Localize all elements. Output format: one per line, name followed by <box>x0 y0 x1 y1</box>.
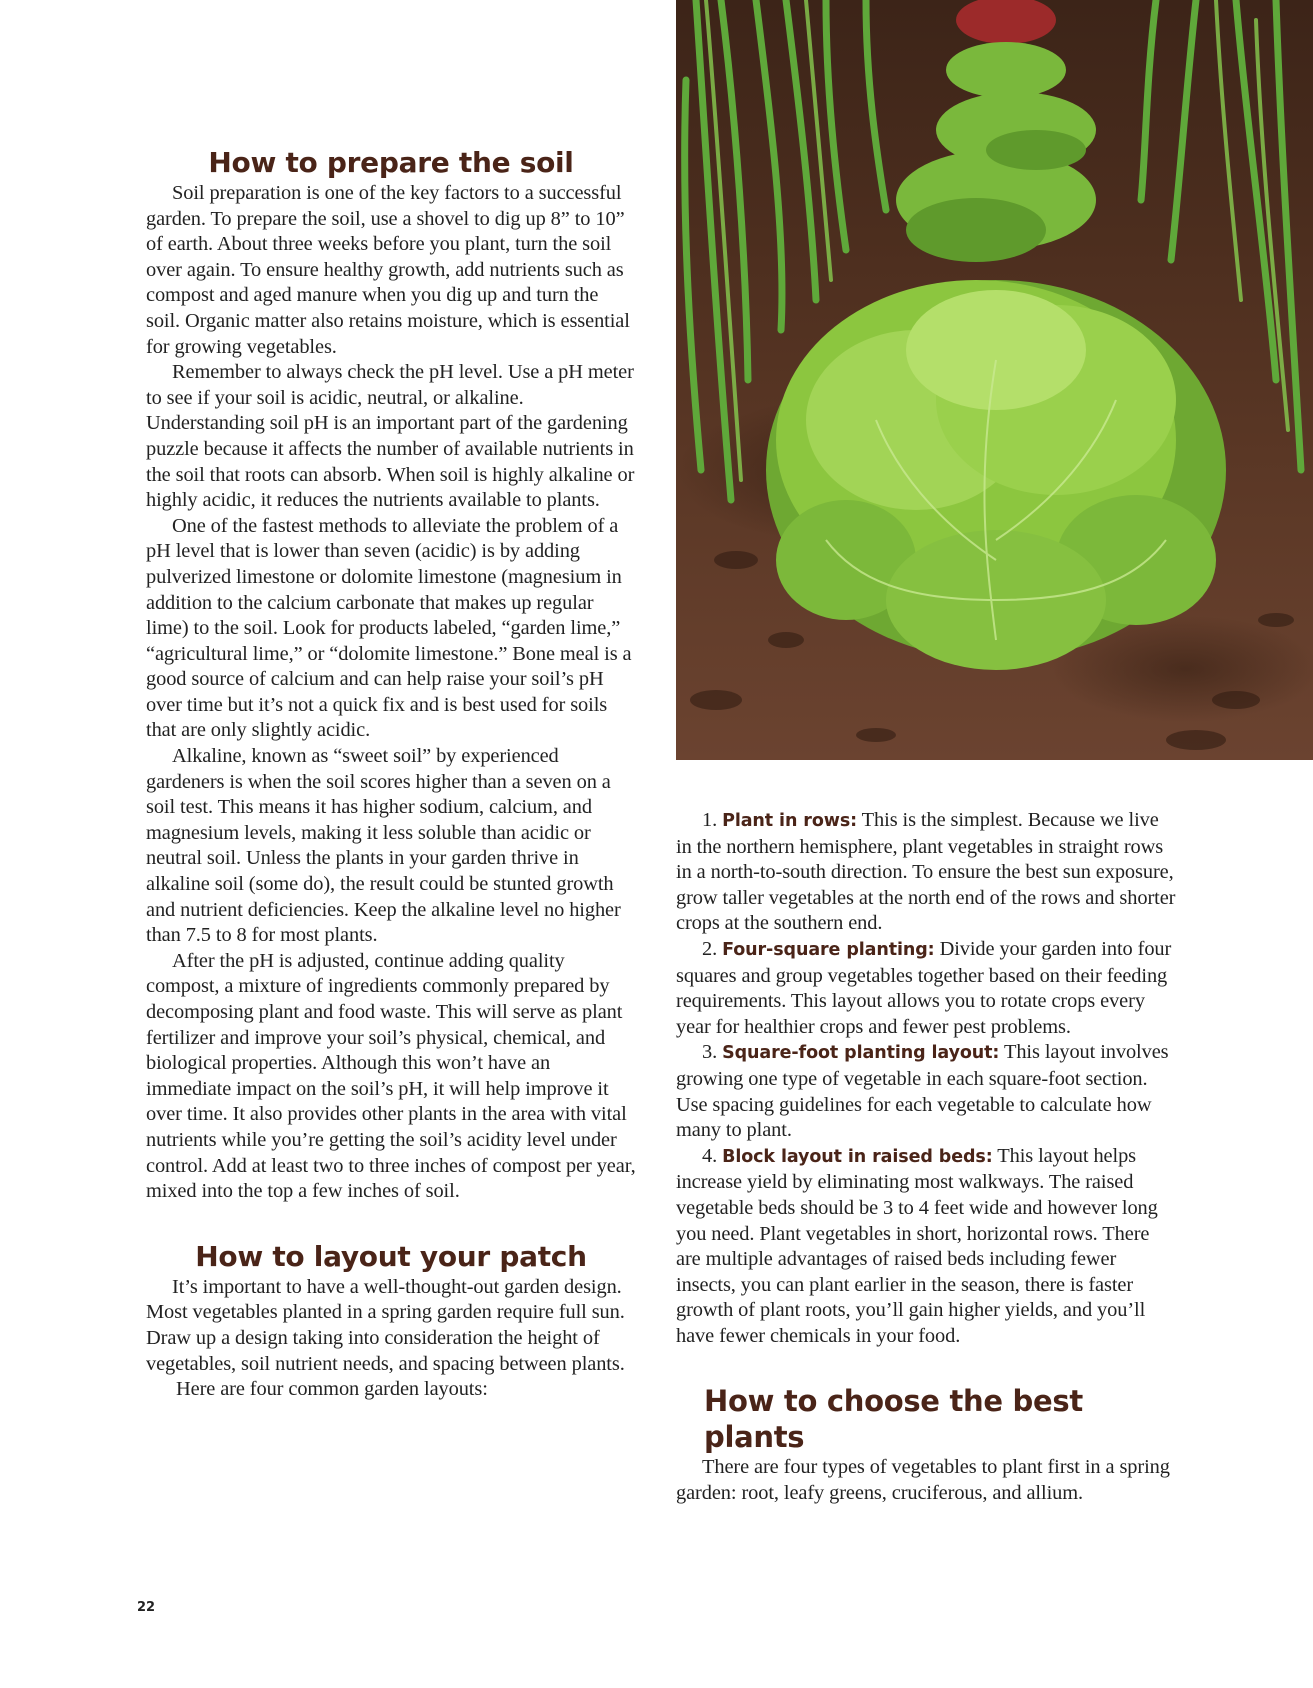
body-paragraph: Remember to always check the pH level. Use a pH meter to see if your soil is acidic, neutral, or alkaline. Understanding soil pH is an important part of the gardening puzzle because it affects the number of available nutrients in the soil that roots can absorb. When soil is highly alkaline or highly acidic, it reduces the nutrients available to plants. <box>146 361 635 512</box>
list-item <box>676 808 1176 937</box>
item-text: This is the simplest. Because we live in the northern hemisphere, plant vegetables in straight rows in a north-to-south direction. To ensure the best sun exposure, grow taller vegetables at the north end of the rows and shorter crops at the southern end. <box>676 809 1176 935</box>
item-number: 2. <box>702 937 718 960</box>
item-text: This layout helps increase yield by eliminating most walkways. The raised vegetable beds should be 3 to 4 feet wide and however long you need. Plant vegetables in short, horizontal rows. There are multiple advantages of raised beds including fewer insects, you can plant earlier in the season, there is faster growth of plant roots, you’ll gain higher yields, and you’ll have fewer chemicals in your food. <box>676 1144 1158 1347</box>
body-paragraph: It’s important to have a well-thought-out garden design. Most vegetables planted in a spring garden require full sun. Draw up a design taking into consideration the height of vegetables, soil nutrient needs, and spacing between plants. <box>146 1275 625 1375</box>
layouts-list <box>676 808 1176 1349</box>
body-paragraph: Soil preparation is one of the key factors to a successful garden. To prepare the soil, use a shovel to dig up 8” to 10” of earth. About three weeks before you plant, turn the soil over again. To ensure healthy growth, add nutrients such as compost and aged manure when you dig up and turn the soil. Organic matter also retains moisture, which is essential for growing vegetables. <box>146 182 630 358</box>
body-paragraph: There are four types of vegetables to plant first in a spring garden: root, leafy greens, cruciferous, and allium. <box>676 1456 1170 1505</box>
item-title: Four-square planting: <box>722 939 935 960</box>
item-title: Square-foot planting layout: <box>722 1043 1000 1064</box>
item-text: This layout involves growing one type of vegetable in each square-foot section. Use spacing guidelines for each vegetable to calculate how many to plant. <box>676 1041 1169 1142</box>
page-number: 22 <box>137 1600 156 1615</box>
left-column <box>146 145 636 1427</box>
item-number: 1. <box>702 809 718 831</box>
layout-patch-section <box>146 1239 636 1403</box>
list-item <box>676 1040 1176 1143</box>
body-paragraph: Alkaline, known as “sweet soil” by experienced gardeners is when the soil scores higher than a seven on a soil test. This means it has higher sodium, calcium, and magnesium levels, making it less soluble than acidic or neutral soil. Unless the plants in your garden thrive in alkaline soil (some do), the result could be stunted growth and nutrient deficiencies. Keep the alkaline level no higher than 7.5 to 8 for most plants. <box>146 745 621 947</box>
section-heading: How to layout your patch <box>195 1239 587 1273</box>
lettuce-rows-illustration <box>676 0 1313 760</box>
body-paragraph: Here are four common garden layouts: <box>176 1378 488 1401</box>
item-title: Block layout in raised beds: <box>722 1146 993 1167</box>
item-number: 3. <box>702 1041 718 1064</box>
body-paragraph: One of the fastest methods to alleviate the problem of a pH level that is lower than seven (acidic) is by adding pulverized limestone or dolomite limestone (magnesium in addition to the calcium carbonate that makes up regular lime) to the soil. Look for products labeled, “garden lime,” “agricultural lime,” or “dolomite limestone.” Bone meal is a good source of calcium and can help raise your soil’s pH over time but it’s not a quick fix and is best used for soils that are only slightly acidic. <box>146 514 632 742</box>
choose-plants-section <box>676 1383 1176 1506</box>
list-item <box>676 1144 1176 1350</box>
right-column <box>676 808 1176 1531</box>
item-text: Divide your garden into four squares and group vegetables together based on their feeding requirements. This layout allows you to rotate crops every year for healthier crops and fewer pest problems. <box>676 937 1172 1038</box>
section-heading: How to choose the best plants <box>704 1384 1083 1455</box>
item-number: 4. <box>702 1144 718 1167</box>
prepare-soil-section <box>146 145 636 1205</box>
section-heading: How to prepare the soil <box>208 146 574 179</box>
item-title: Plant in rows: <box>722 811 858 831</box>
garden-photo <box>676 0 1313 760</box>
body-paragraph: After the pH is adjusted, continue adding quality compost, a mixture of ingredients commonly prepared by decomposing plant and food waste. This will serve as plant fertilizer and improve your soil’s physical, chemical, and biological properties. Although this won’t have an immediate impact on the soil’s pH, it will help improve it over time. It also provides other plants in the area with vital nutrients while you’re getting the soil’s acidity level under control. Add at least two to three inches of compost per year, mixed into the top a few inches of soil. <box>146 949 636 1203</box>
list-item <box>676 937 1176 1040</box>
